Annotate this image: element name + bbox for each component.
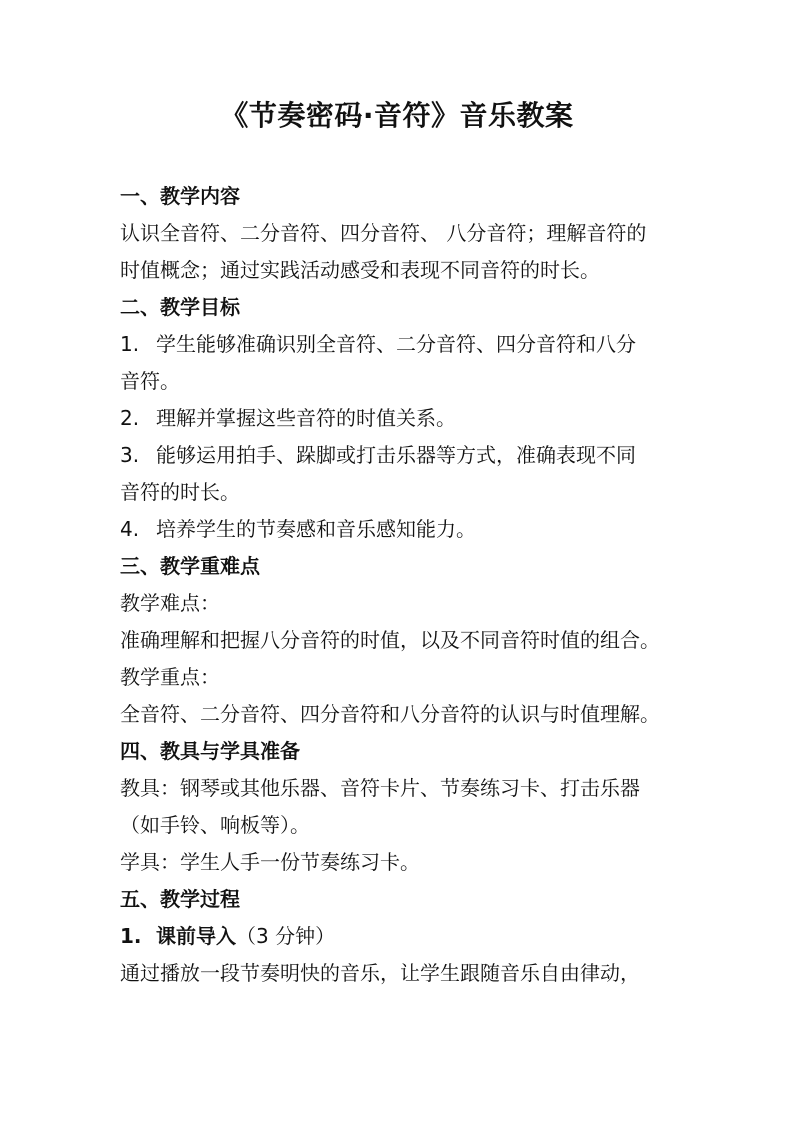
goal-item-2 — [120, 400, 680, 437]
goal-text: 学生能够准确识别全音符、二分音符、四分音符和八分 — [156, 332, 636, 356]
content-line-2: 时值概念；通过实践活动感受和表现不同音符的时长。 — [120, 258, 600, 282]
process-step-1-text: 通过播放一段节奏明快的音乐，让学生跟随音乐自由律动， — [120, 961, 640, 985]
section-heading-tools: 四、教具与学具准备 — [120, 739, 300, 763]
process-step-1 — [120, 918, 680, 955]
goal-text: 培养学生的节奏感和音乐感知能力。 — [156, 517, 476, 541]
goal-text: 能够运用拍手、跺脚或打击乐器等方式，准确表现不同 — [156, 443, 636, 467]
content-line-1: 认识全音符、二分音符、四分音符、 八分音符；理解音符的 — [120, 221, 647, 245]
teacher-tools-line-2: （如手铃、响板等）。 — [120, 813, 310, 837]
teacher-tools-line-1: 教具：钢琴或其他乐器、音符卡片、节奏练习卡、打击乐器 — [120, 776, 640, 800]
section-heading-content: 一、教学内容 — [120, 184, 240, 208]
goal-number: 4. — [120, 517, 140, 541]
section-heading-process: 五、教学过程 — [120, 887, 240, 911]
section-heading-goals: 二、教学目标 — [120, 295, 240, 319]
section-heading-key-points: 三、教学重难点 — [120, 554, 260, 578]
key-label: 教学重点： — [120, 665, 220, 689]
goal-number: 3. — [120, 443, 140, 467]
student-tools-line: 学具：学生人手一份节奏练习卡。 — [120, 850, 420, 874]
goal-item-1-cont: 音符。 — [120, 369, 180, 393]
key-text: 全音符、二分音符、四分音符和八分音符的认识与时值理解。 — [120, 702, 660, 726]
difficult-text: 准确理解和把握八分音符的时值，以及不同音符时值的组合。 — [120, 628, 660, 652]
step-number: 1. — [120, 924, 142, 948]
goal-number: 2. — [120, 406, 140, 430]
difficult-label: 教学难点： — [120, 591, 220, 615]
document-body — [120, 178, 680, 992]
goal-text: 理解并掌握这些音符的时值关系。 — [156, 406, 456, 430]
step-time: （3 分钟） — [236, 924, 336, 948]
goal-item-3-cont: 音符的时长。 — [120, 480, 240, 504]
goal-item-1 — [120, 326, 680, 363]
goal-number: 1. — [120, 332, 140, 356]
document-title: 《节奏密码·音符》音乐教案 — [220, 99, 574, 132]
goal-item-4 — [120, 511, 680, 548]
goal-item-3 — [120, 437, 680, 474]
step-title: 课前导入 — [156, 924, 236, 948]
